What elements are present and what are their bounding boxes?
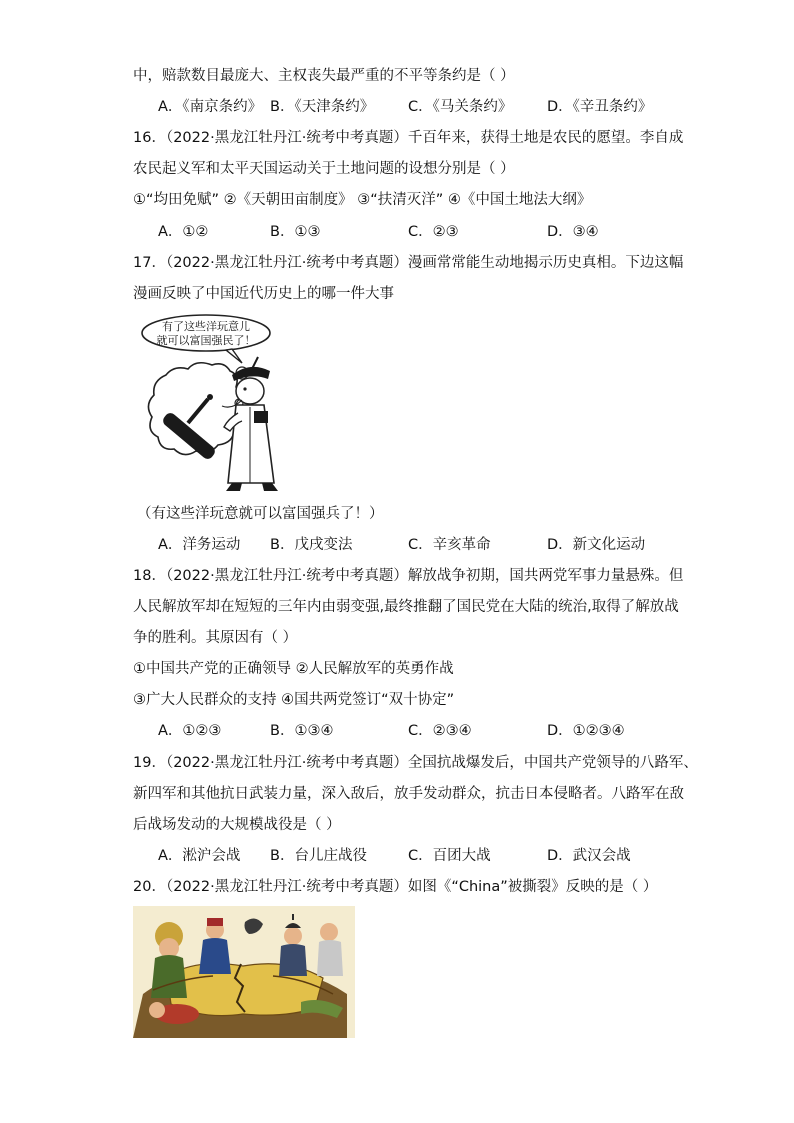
q18-items-3-4: ③广大人民群众的支持 ④国共两党签订“双十协定” <box>133 692 455 708</box>
q17-cartoon-caption: （有这些洋玩意就可以富国强兵了！） <box>137 506 384 522</box>
q16-option-b[interactable]: B．①③ <box>270 224 321 240</box>
cartoon-bubble-text-2: 就可以富国强民了！ <box>156 334 256 347</box>
q17-option-d[interactable]: D．新文化运动 <box>547 537 646 553</box>
q18-items-1-2: ①中国共产党的正确领导 ②人民解放军的英勇作战 <box>133 661 454 677</box>
q19-stem-line3: 后战场发动的大规模战役是（ ） <box>133 817 341 833</box>
q16-items: ①“均田免赋” ②《天朝田亩制度》 ③“扶清灭洋” ④《中国土地法大纲》 <box>133 192 592 208</box>
q18-option-a[interactable]: A．①②③ <box>158 723 222 739</box>
cartoon-bubble-text-1: 有了这些洋玩意儿 <box>162 320 250 333</box>
q20-stem-line1: 20．（2022·黑龙江牡丹江·统考中考真题）如图《“China”被撕裂》反映的是（ ） <box>133 879 658 895</box>
q18-stem-line2: 人民解放军却在短短的三年内由弱变强,最终推翻了国民党在大陆的统治,取得了解放战 <box>133 599 679 615</box>
q19-option-c[interactable]: C．百团大战 <box>408 848 491 864</box>
q17-option-c[interactable]: C．辛亥革命 <box>408 537 491 553</box>
q15-option-b[interactable]: B．《天津条约》 <box>270 99 375 115</box>
q15-option-d[interactable]: D．《辛丑条约》 <box>547 99 653 115</box>
q15-stem-tail: 中，赔款数目最庞大、主权丧失最严重的不平等条约是（ ） <box>133 68 515 84</box>
q16-option-c[interactable]: C．②③ <box>408 224 459 240</box>
q18-stem-line1: 18．（2022·黑龙江牡丹江·统考中考真题）解放战争初期，国共两党军事力量悬殊。但 <box>133 568 684 584</box>
q19-option-a[interactable]: A．淞沪会战 <box>158 848 241 864</box>
q18-stem-line3: 争的胜利。其原因有（ ） <box>133 630 298 646</box>
q19-stem-line1: 19．（2022·黑龙江牡丹江·统考中考真题）全国抗战爆发后，中国共产党领导的八路军、 <box>133 755 698 771</box>
q17-option-b[interactable]: B．戊戌变法 <box>270 537 353 553</box>
q20-china-torn-cartoon-image <box>133 906 355 1038</box>
q17-stem-line2: 漫画反映了中国近代历史上的哪一件大事 <box>133 286 394 302</box>
q17-cartoon-image <box>136 313 282 497</box>
q17-option-a[interactable]: A．洋务运动 <box>158 537 241 553</box>
q16-stem-line1: 16．（2022·黑龙江牡丹江·统考中考真题）千百年来，获得土地是农民的愿望。李自成 <box>133 130 684 146</box>
q18-option-b[interactable]: B．①③④ <box>270 723 334 739</box>
q19-option-d[interactable]: D．武汉会战 <box>547 848 631 864</box>
q15-option-c[interactable]: C．《马关条约》 <box>408 99 513 115</box>
q15-option-a[interactable]: A．《南京条约》 <box>158 99 263 115</box>
q18-option-c[interactable]: C．②③④ <box>408 723 472 739</box>
q19-option-b[interactable]: B．台儿庄战役 <box>270 848 367 864</box>
q16-stem-line2: 农民起义军和太平天国运动关于土地问题的设想分别是（ ） <box>133 161 515 177</box>
q18-option-d[interactable]: D．①②③④ <box>547 723 625 739</box>
q16-option-d[interactable]: D．③④ <box>547 224 599 240</box>
q19-stem-line2: 新四军和其他抗日武装力量，深入敌后，放手发动群众，抗击日本侵略者。八路军在敌 <box>133 786 684 802</box>
q16-option-a[interactable]: A．①② <box>158 224 209 240</box>
q17-stem-line1: 17．（2022·黑龙江牡丹江·统考中考真题）漫画常常能生动地揭示历史真相。下边这幅 <box>133 255 684 271</box>
